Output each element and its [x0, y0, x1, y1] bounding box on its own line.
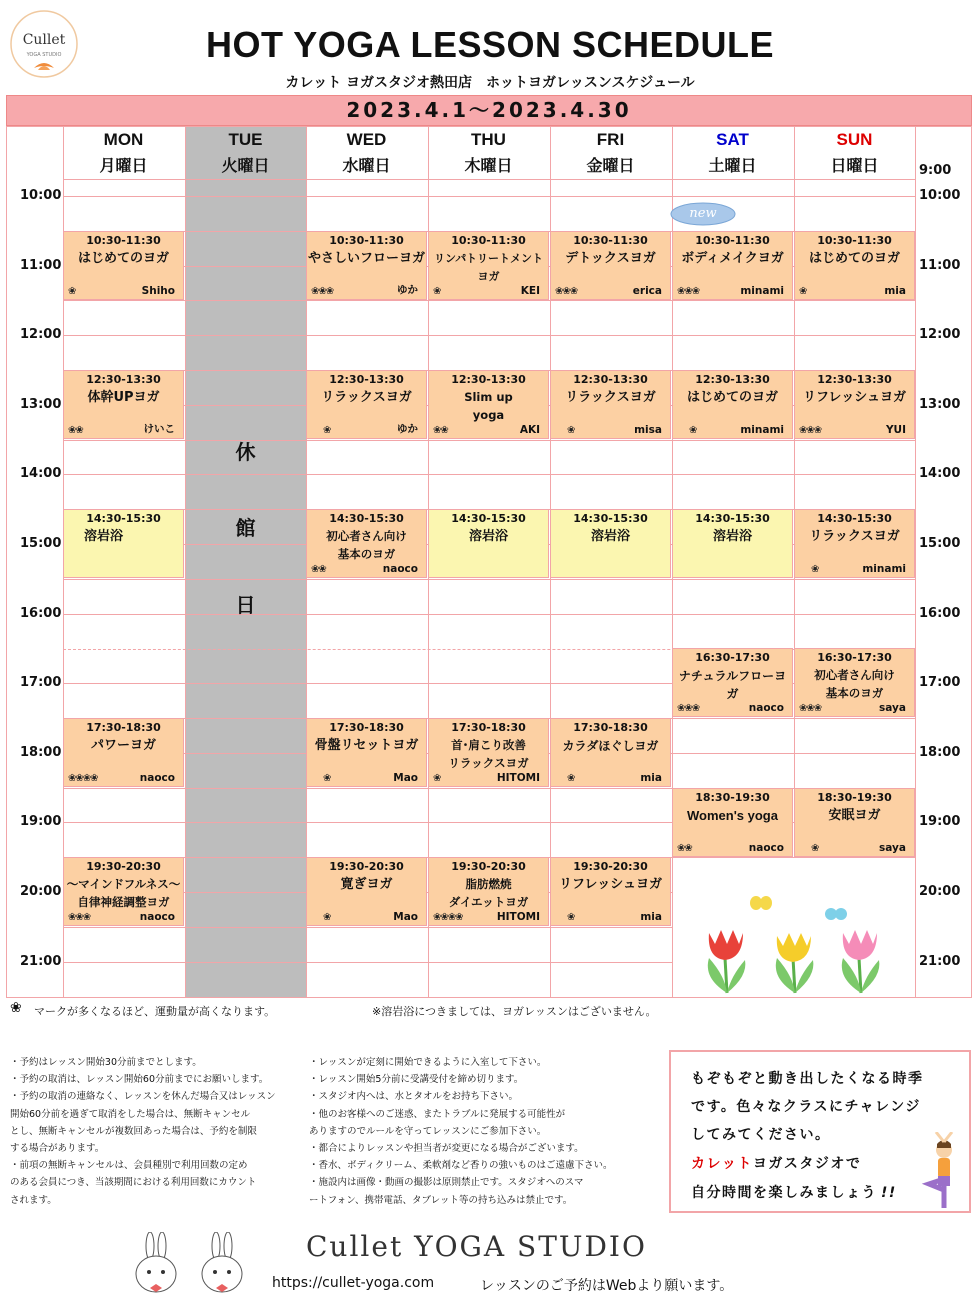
lesson-mon-1930[interactable]: 19:30-20:30 ～マインドフルネス～ 自律神経調整ヨガ ❀❀❀ naoco [63, 857, 184, 926]
lesson-mon-1730[interactable]: 17:30-18:30 パワーヨガ ❀❀❀❀ naoco [63, 718, 184, 787]
lesson-sat-1030[interactable]: 10:30-11:30 ボディメイクヨガ ❀❀❀ minami [672, 231, 793, 300]
lesson-mon-1430[interactable]: 14:30-15:30 溶岩浴 [63, 509, 184, 578]
page-title: HOT YOGA LESSON SCHEDULE [205, 24, 775, 65]
lotus-icon: ❀❀❀ [677, 286, 700, 297]
lotus-icon: ❀❀❀ [555, 286, 578, 297]
lesson-sun-1230[interactable]: 12:30-13:30 リフレッシュヨガ ❀❀❀ YUI [794, 370, 915, 439]
schedule-period: 2023.4.1～2023.4.30 [6, 95, 972, 126]
day-header-fri: FRI 金曜日 [586, 130, 635, 175]
lotus-icon: ❀❀ [677, 843, 692, 854]
lesson-sat-1230[interactable]: 12:30-13:30 はじめてのヨガ ❀ minami [672, 370, 793, 439]
closed-day-char: 休 [235, 440, 256, 464]
time-label: 18:00 [20, 745, 62, 760]
time-label: 15:00 [919, 536, 961, 551]
lotus-icon: ❀❀❀ [311, 286, 334, 297]
lotus-icon: ❀ [567, 425, 575, 436]
lotus-icon: ❀❀❀ [68, 912, 91, 923]
time-label: 15:00 [20, 536, 62, 551]
lotus-icon: ❀ [433, 286, 441, 297]
lesson-fri-1430[interactable]: 14:30-15:30 溶岩浴 [550, 509, 671, 578]
lotus-icon: ❀ [689, 425, 697, 436]
lotus-icon: ❀ [567, 912, 575, 923]
lotus-icon: ❀❀ [433, 425, 448, 436]
lotus-icon: ❀ [323, 425, 331, 436]
lotus-icon: ❀ [799, 286, 807, 297]
legend-text: マークが多くなるほど、運動量が高くなります。 [34, 1005, 276, 1018]
time-label: 16:00 [919, 606, 961, 621]
lesson-thu-1430[interactable]: 14:30-15:30 溶岩浴 [428, 509, 549, 578]
tuesday-closed-column [185, 127, 306, 997]
time-label: 11:00 [20, 258, 62, 273]
lesson-sat-1430[interactable]: 14:30-15:30 溶岩浴 [672, 509, 793, 578]
rabbits-illustration [130, 1232, 260, 1298]
lesson-thu-1230[interactable]: 12:30-13:30 Slim up yoga ❀❀ AKI [428, 370, 549, 439]
day-header-thu: THU 木曜日 [464, 130, 513, 175]
time-label: 14:00 [20, 466, 62, 481]
reservation-note: レッスンのご予約はWebより願います。 [480, 1278, 734, 1294]
lesson-sat-1630[interactable]: 16:30-17:30 ナチュラルフローヨガ ❀❀❀ naoco [672, 648, 793, 717]
day-header-mon: MON 月曜日 [99, 130, 148, 175]
time-label: 11:00 [919, 258, 961, 273]
time-label: 13:00 [20, 397, 62, 412]
time-label: 9:00 [919, 163, 952, 178]
time-label: 12:00 [20, 327, 62, 342]
lotus-icon: ❀ [323, 773, 331, 784]
day-header-wed: WED 水曜日 [342, 130, 391, 175]
lesson-fri-1030[interactable]: 10:30-11:30 デトックスヨガ ❀❀❀ erica [550, 231, 671, 300]
notes-left: ・予約はレッスン開始30分前までとします。 ・予約の取消は、レッスン開始60分前までにお願いします。 ・予約の取消の連絡なく、レッスンを休んだ場合又はレッスン 開始60分前を過ぎて取消をした場合は、無断キャンセル とし、無断キャンセルが複数回あった場合は、予約を制限 する場合があります。 ・前項の無断キャンセルは、会員種別で利用回数の定め のある会員につき、当該期間における利用回数にカウント されます。 [10, 1057, 276, 1206]
rabbit-icon [136, 1232, 176, 1292]
time-label: 10:00 [20, 188, 62, 203]
lesson-wed-1030[interactable]: 10:30-11:30 やさしいフローヨガ ❀❀❀ ゆか [306, 231, 427, 300]
time-label: 21:00 [919, 954, 961, 969]
time-label: 21:00 [20, 954, 62, 969]
time-label: 17:00 [20, 675, 62, 690]
lotus-icon: ❀❀❀❀ [433, 912, 463, 923]
time-label: 19:00 [919, 814, 961, 829]
time-label: 16:00 [20, 606, 62, 621]
lotus-icon: ❀ [811, 564, 819, 575]
website-link[interactable]: https://cullet-yoga.com [272, 1275, 435, 1291]
time-label: 13:00 [919, 397, 961, 412]
lotus-icon: ❀ [567, 773, 575, 784]
time-label: 12:00 [919, 327, 961, 342]
time-label: 18:00 [919, 745, 961, 760]
ganban-note: ※溶岩浴につきましては、ヨガレッスンはございません。 [372, 1005, 657, 1018]
lotus-icon: ❀ [811, 843, 819, 854]
day-header-sat: SAT 土曜日 [708, 130, 757, 175]
day-header-tue: TUE 火曜日 [221, 130, 270, 175]
lesson-fri-1730[interactable]: 17:30-18:30 カラダほぐしヨガ ❀ mia [550, 718, 671, 787]
lesson-wed-1930[interactable]: 19:30-20:30 寛ぎヨガ ❀ Mao [306, 857, 427, 926]
lesson-sun-1030[interactable]: 10:30-11:30 はじめてのヨガ ❀ mia [794, 231, 915, 300]
time-label: 14:00 [919, 466, 961, 481]
lotus-icon: ❀ [323, 912, 331, 923]
lotus-icon: ❀❀ [311, 564, 326, 575]
butterfly-icon [825, 908, 847, 920]
footer-logo: Cullet YOGA STUDIO [306, 1230, 647, 1263]
closed-day-char: 日 [235, 593, 256, 617]
logo-sub: YOGA STUDIO [26, 52, 62, 58]
lesson-sun-1630[interactable]: 16:30-17:30 初心者さん向け 基本のヨガ ❀❀❀ saya [794, 648, 915, 717]
lesson-thu-1730[interactable]: 17:30-18:30 首･肩こり改善 リラックスヨガ ❀ HITOMI [428, 718, 549, 787]
notes-middle: ・レッスンが定刻に開始できるように入室して下さい。 ・レッスン開始5分前に受講受付を締め切ります。 ・スタジオ内へは、水とタオルをお持ち下さい。 ・他のお客様へのご迷惑、またトラブルに発展する可能性が ありますのでルールを守ってレッスンにご参加下さい。 ・都合によりレッスンや担当者が変更になる場合がございます。 ・香水、ボディクリーム、柔軟剤など香りの強いものはご遠慮下さい。 ・施設内は画像・動画の撮影は原則禁止です。スタジオへのスマ ートフォン、携帯電話、タブレット等の持ち込みは禁止です。 [309, 1057, 613, 1206]
lotus-icon: ❀❀❀ [677, 703, 700, 714]
lotus-icon: ❀❀❀ [799, 703, 822, 714]
lesson-wed-1230[interactable]: 12:30-13:30 リラックスヨガ ❀ ゆか [306, 370, 427, 439]
logo-text: Cullet [22, 32, 66, 48]
page-subtitle: カレット ヨガスタジオ熱田店 ホットヨガレッスンスケジュール [285, 75, 695, 91]
lesson-sun-1830[interactable]: 18:30-19:30 安眠ヨガ ❀ saya [794, 788, 915, 857]
lesson-sat-1830[interactable]: 18:30-19:30 Women's yoga ❀❀ naoco [672, 788, 793, 857]
time-label: 19:00 [20, 814, 62, 829]
lotus-icon: ❀ [68, 286, 76, 297]
lesson-wed-1430[interactable]: 14:30-15:30 初心者さん向け 基本のヨガ ❀❀ naoco [306, 509, 427, 578]
lesson-thu-1930[interactable]: 19:30-20:30 脂肪燃焼 ダイエットヨガ ❀❀❀❀ HITOMI [428, 857, 549, 926]
lesson-wed-1730[interactable]: 17:30-18:30 骨盤リセットヨガ ❀ Mao [306, 718, 427, 787]
time-label: 20:00 [20, 884, 62, 899]
lesson-thu-1030[interactable]: 10:30-11:30 リンパトリートメントヨガ ❀ KEI [428, 231, 549, 300]
lesson-fri-1230[interactable]: 12:30-13:30 リラックスヨガ ❀ misa [550, 370, 671, 439]
lotus-icon: ❀❀❀ [799, 425, 822, 436]
lesson-fri-1930[interactable]: 19:30-20:30 リフレッシュヨガ ❀ mia [550, 857, 671, 926]
lesson-mon-1230[interactable]: 12:30-13:30 体幹UPヨガ ❀❀ けいこ [63, 370, 184, 439]
lotus-icon: ❀❀❀❀ [68, 773, 98, 784]
butterfly-icon [750, 896, 772, 910]
rabbit-icon [202, 1232, 242, 1292]
time-label: 17:00 [919, 675, 961, 690]
tulips-illustration [673, 858, 915, 997]
lesson-mon-1030[interactable]: 10:30-11:30 はじめてのヨガ ❀ Shiho [63, 231, 184, 300]
time-label: 20:00 [919, 884, 961, 899]
day-header-sun: SUN 日曜日 [830, 130, 879, 175]
new-badge [670, 201, 736, 227]
time-label: 10:00 [919, 188, 961, 203]
closed-day-char: 館 [235, 516, 256, 540]
lotus-icon: ❀ [433, 773, 441, 784]
yoga-figure-icon [919, 1132, 969, 1212]
lotus-icon: ❀❀ [68, 425, 83, 436]
lotus-icon: ❀ [10, 1000, 22, 1016]
new-badge-text: new [689, 206, 717, 221]
lesson-sun-1430[interactable]: 14:30-15:30 リラックスヨガ ❀ minami [794, 509, 915, 578]
message-box: もぞもぞと動き出したくなる時季 です。色々なクラスにチャレンジ してみてください。 カレットヨガスタジオで 自分時間を楽しみましょう !! [669, 1050, 971, 1213]
